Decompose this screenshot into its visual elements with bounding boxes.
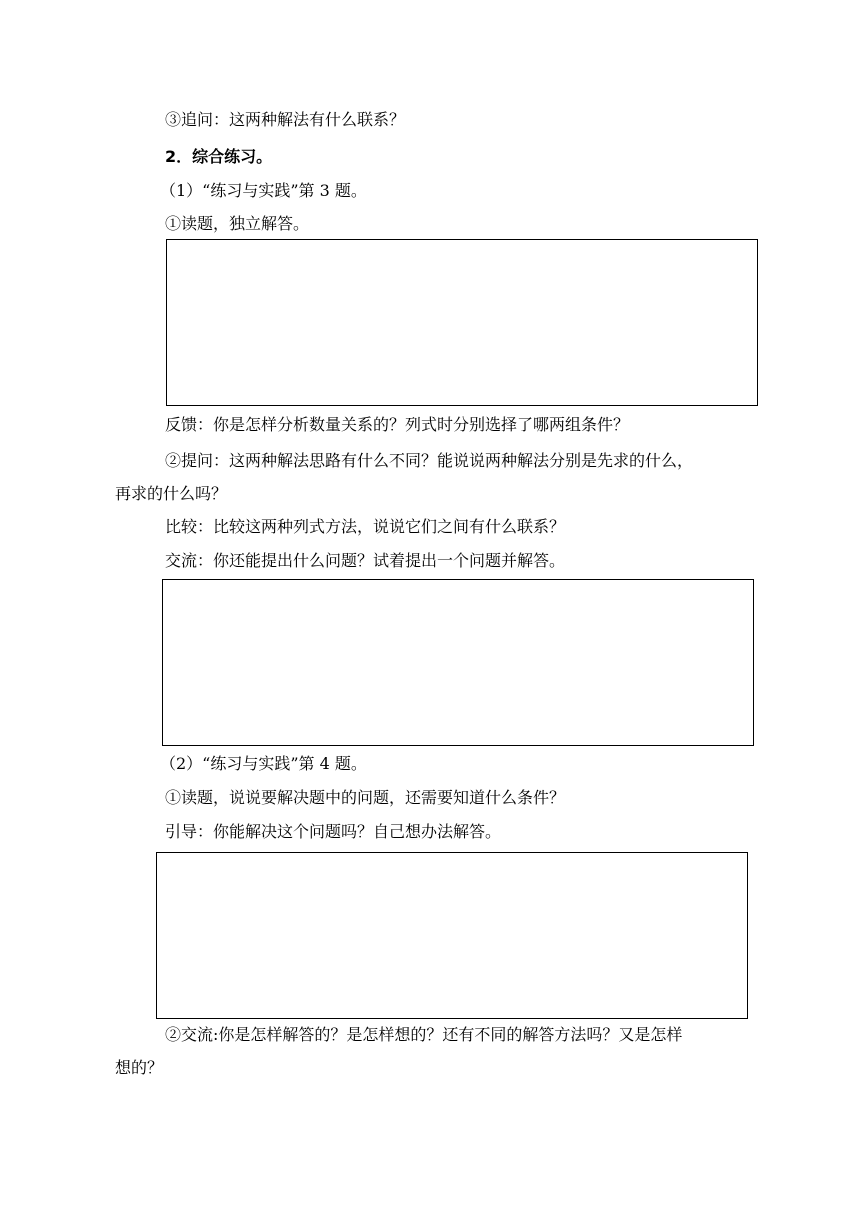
ask-line-1: ②提问：这两种解法思路有什么不同？能说说两种解法分别是先求的什么， <box>165 451 694 470</box>
exercise-item-1-step-1: ①读题，独立解答。 <box>165 214 310 233</box>
exchange2-line-1: ②交流:你是怎样解答的？是怎样想的？还有不同的解答方法吗？又是怎样 <box>165 1025 683 1044</box>
followup-question: ③追问：这两种解法有什么联系？ <box>165 110 406 129</box>
exercise-item-2-heading: （2）“练习与实践”第 4 题。 <box>160 754 367 773</box>
exchange2-line-2: 想的？ <box>115 1058 164 1077</box>
exercise-item-2-step-1: ①读题，说说要解决题中的问题，还需要知道什么条件？ <box>165 788 566 807</box>
exchange-line: 交流：你还能提出什么问题？试着提出一个问题并解答。 <box>165 551 566 570</box>
answer-box-2[interactable] <box>162 579 754 746</box>
feedback-line: 反馈：你是怎样分析数量关系的？列式时分别选择了哪两组条件？ <box>165 415 630 434</box>
ask-line-2: 再求的什么吗？ <box>115 484 228 503</box>
answer-box-3[interactable] <box>156 852 748 1019</box>
section-heading-comprehensive-practice: 2．综合练习。 <box>165 147 273 166</box>
guide-line: 引导：你能解决这个问题吗？自己想办法解答。 <box>165 822 502 841</box>
answer-box-1[interactable] <box>166 239 758 406</box>
compare-line: 比较：比较这两种列式方法，说说它们之间有什么联系？ <box>165 517 566 536</box>
exercise-item-1-heading: （1）“练习与实践”第 3 题。 <box>160 181 367 200</box>
